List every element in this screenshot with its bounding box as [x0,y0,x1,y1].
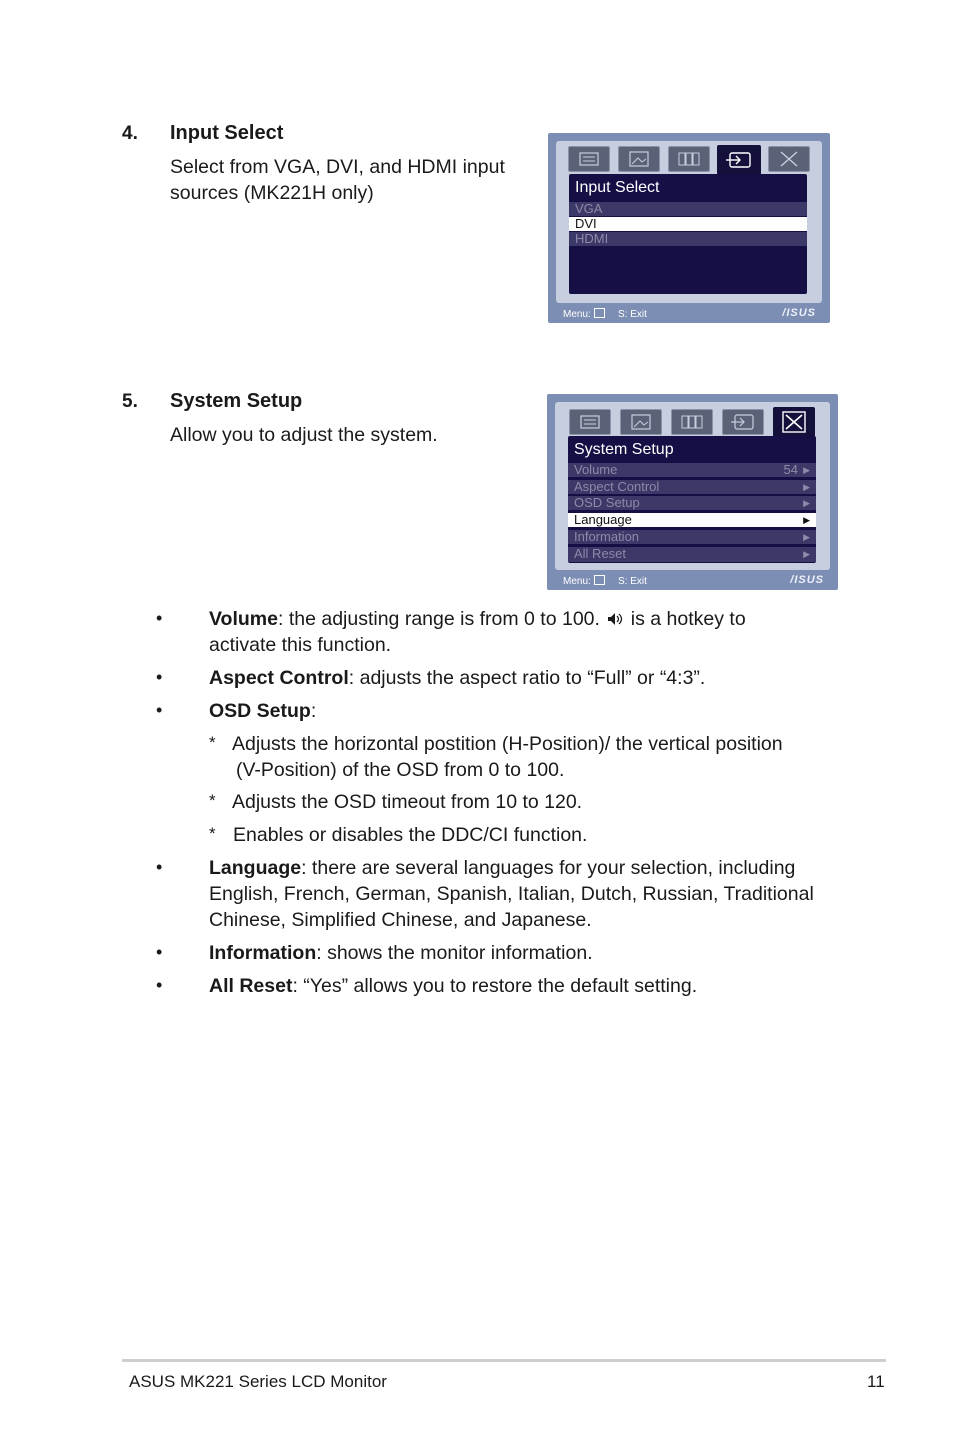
section-4-body-line-1: Select from VGA, DVI, and HDMI input [170,156,505,178]
system-tab-icon [768,146,810,172]
color-tab-icon [568,146,610,172]
menu-key-icon [594,308,605,318]
sub-bullet-star: * [209,733,216,752]
sub-bullet-star: * [209,791,216,810]
system-tab-icon [773,407,815,437]
osd-title: Input Select [575,179,660,196]
osd-row-information[interactable]: Information ▶ [568,530,816,544]
asus-logo: /ISUS [782,307,816,319]
osd-row-volume[interactable]: Volume 54 ▶ [568,463,816,477]
section-5-number: 5. [122,391,138,412]
sub-bullet-star: * [209,824,216,843]
osd-footer-exit: S: Exit [618,576,647,587]
input-select-screen [569,174,807,294]
bullet-aspect-control: Aspect Control: adjusts the aspect ratio to “Full” or “4:3”. [209,667,706,689]
osd-footer-menu: Menu: [563,575,605,587]
arrow-right-icon: ▶ [803,532,810,542]
bullet-language: Language: there are several languages for your selection, including English, French, German, Spanish, Italian, Dutch, Russian, Traditional Chinese, Simplified Chinese, and Japanese. [209,857,814,931]
arrow-right-icon: ▶ [803,515,810,525]
osd-row-aspect-control[interactable]: Aspect Control ▶ [568,480,816,494]
bullet: • [156,975,163,995]
system-setup-screen [568,436,816,563]
osd-option-hdmi[interactable]: HDMI [569,232,807,246]
osd-row-all-reset[interactable]: All Reset ▶ [568,547,816,562]
asus-logo: /ISUS [790,574,824,586]
input-tab-icon [722,409,764,435]
section-4-body-line-2: sources (MK221H only) [170,182,374,204]
osd-title: System Setup [574,441,674,458]
section-4-number: 4. [122,123,138,144]
rgb-tab-icon [671,409,713,435]
rgb-tab-icon [668,146,710,172]
image-tab-icon [620,409,662,435]
bullet: • [156,942,163,962]
arrow-right-icon: ▶ [803,549,810,559]
arrow-right-icon: ▶ [803,498,810,508]
arrow-right-icon: ▶ [803,465,810,475]
osd-row-language[interactable]: Language ▶ [568,513,816,527]
image-tab-icon [618,146,660,172]
footer-title: ASUS MK221 Series LCD Monitor [129,1372,387,1391]
section-5-heading: System Setup [170,390,303,412]
footer-rule [122,1359,886,1362]
bullet: • [156,608,163,628]
osd-option-vga[interactable]: VGA [569,202,807,216]
system-setup-osd [547,394,838,590]
osd-sub-timeout: Adjusts the OSD timeout from 10 to 120. [232,791,583,813]
page-number: 11 [867,1372,885,1391]
osd-footer-menu: Menu: [563,308,605,320]
input-select-osd [548,133,830,323]
speaker-icon [605,608,625,624]
bullet: • [156,700,163,720]
bullet-information: Information: shows the monitor information. [209,942,593,964]
bullet-volume: Volume: the adjusting range is from 0 to 100. is a hotkey to activate this function. [209,608,746,656]
osd-row-osd-setup[interactable]: OSD Setup ▶ [568,496,816,510]
bullet-osd-setup: OSD Setup: [209,700,317,722]
bullet: • [156,667,163,687]
section-5-body: Allow you to adjust the system. [170,424,438,446]
bullet: • [156,857,163,877]
osd-sub-ddcci: Enables or disables the DDC/CI function. [233,824,588,846]
osd-footer-exit: S: Exit [618,309,647,320]
input-tab-icon [717,145,761,175]
arrow-right-icon: ▶ [803,482,810,492]
osd-option-dvi[interactable]: DVI [569,217,807,231]
section-4-heading: Input Select [170,122,284,144]
menu-key-icon [594,575,605,585]
color-tab-icon [569,409,611,435]
osd-sub-position: Adjusts the horizontal postition (H-Position)/ the vertical position (V-Position) of the OSD from 0 to 100. [232,733,783,781]
bullet-all-reset: All Reset: “Yes” allows you to restore the default setting. [209,975,698,997]
